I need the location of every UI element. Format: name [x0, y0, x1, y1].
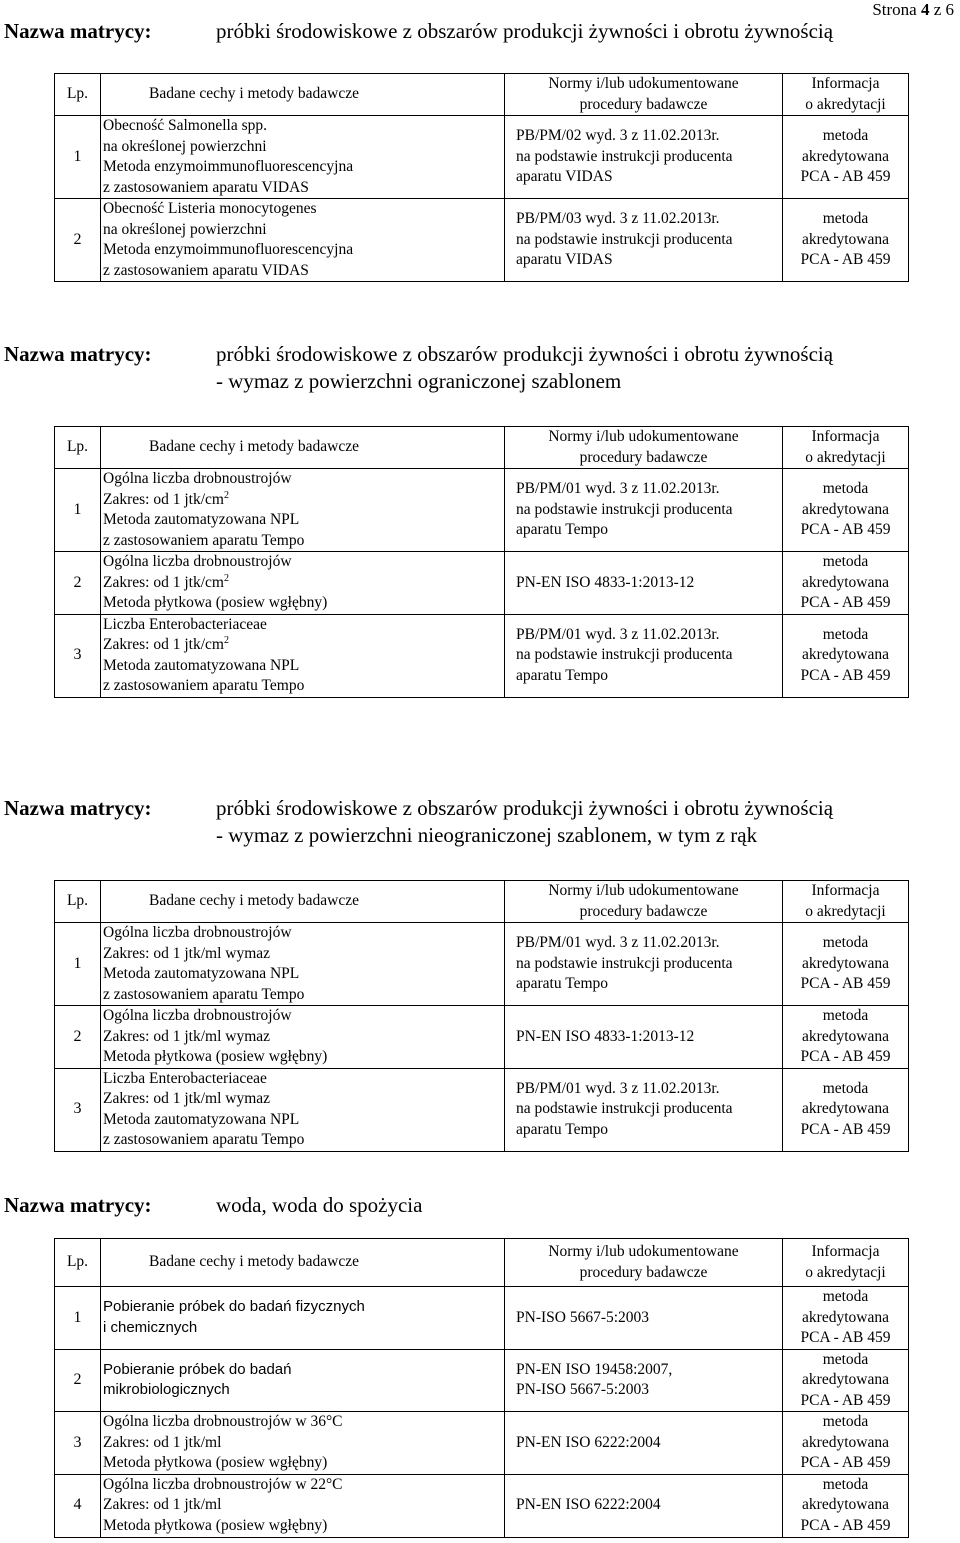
accreditation-line: metoda	[822, 1413, 869, 1430]
description-line: Zakres: od 1 jtk/ml wymaz	[103, 1090, 271, 1107]
accreditation-line: PCA - AB 459	[800, 594, 891, 611]
table-row	[55, 1474, 909, 1537]
table-row	[55, 1287, 909, 1350]
row-norm	[505, 469, 783, 552]
description-line: Obecność Salmonella spp.	[103, 117, 268, 134]
norm-line: aparatu Tempo	[516, 666, 609, 684]
row-norm	[505, 923, 783, 1006]
matrix-value	[216, 341, 946, 395]
accreditation-line: akredytowana	[802, 1308, 889, 1326]
accreditation-line: PCA - AB 459	[800, 1048, 891, 1065]
header-info-line: Informacja	[811, 1243, 880, 1260]
description-line: Metoda płytkowa (posiew wgłębny)	[103, 1454, 328, 1471]
accreditation-line: akredytowana	[802, 1496, 889, 1514]
table-row	[55, 1068, 909, 1151]
accreditation-line: PCA - AB 459	[800, 1516, 891, 1534]
row-number: 4	[55, 1474, 101, 1537]
accreditation-line: metoda	[822, 1079, 869, 1097]
header-norm-line: Normy i/lub udokumentowane	[548, 428, 739, 445]
accreditation-line: metoda	[822, 1350, 869, 1368]
accreditation-line: PCA - AB 459	[800, 168, 891, 186]
row-description	[101, 1068, 505, 1151]
row-accreditation	[783, 1068, 909, 1151]
description-line: Metoda zautomatyzowana NPL	[103, 1110, 300, 1128]
accreditation-line: metoda	[822, 1475, 869, 1493]
table-header-row	[55, 881, 909, 923]
description-line: z zastosowaniem aparatu Tempo	[103, 1131, 305, 1148]
row-number: 1	[55, 469, 101, 552]
header-norm-line: procedury badawcze	[579, 902, 708, 920]
row-number: 3	[55, 1068, 101, 1151]
norm-line: PB/PM/02 wyd. 3 z 11.02.2013r.	[516, 127, 720, 145]
accreditation-line: metoda	[822, 1007, 869, 1024]
page-current: 4	[920, 0, 930, 19]
row-description	[101, 552, 505, 615]
norm-line: PB/PM/01 wyd. 3 z 11.02.2013r.	[516, 480, 720, 498]
accreditation-line: metoda	[822, 934, 869, 952]
description-line: Metoda zautomatyzowana NPL	[103, 656, 300, 674]
norm-line: PB/PM/01 wyd. 3 z 11.02.2013r.	[516, 625, 720, 643]
table-header-row	[55, 1239, 909, 1287]
row-number: 1	[55, 1287, 101, 1350]
header-norm-line: Normy i/lub udokumentowane	[548, 75, 739, 92]
description-line: Metoda enzymoimmunofluorescencyjna	[103, 158, 354, 175]
description-line: Liczba Enterobacteriaceae	[103, 1069, 267, 1087]
row-description	[101, 199, 505, 282]
row-norm	[505, 1287, 783, 1350]
accreditation-line: PCA - AB 459	[800, 975, 891, 993]
page-total: 6	[945, 0, 954, 19]
norm-line: PN-EN ISO 4833-1:2013-12	[516, 573, 695, 591]
norm-line: na podstawie instrukcji producenta	[516, 646, 733, 664]
accreditation-line: PCA - AB 459	[800, 251, 891, 269]
row-number: 2	[55, 1006, 101, 1069]
accreditation-line: PCA - AB 459	[800, 521, 891, 539]
matrix-value-line: - wymaz z powierzchni nieograniczonej szablonem, w tym z rąk	[216, 823, 758, 847]
accreditation-table	[54, 1238, 909, 1538]
row-accreditation	[783, 1412, 909, 1475]
row-description	[101, 1287, 505, 1350]
row-number: 1	[55, 923, 101, 1006]
header-desc: Badane cechy i metody badawcze	[101, 427, 505, 469]
norm-line: aparatu Tempo	[516, 1120, 609, 1138]
row-number: 1	[55, 116, 101, 199]
matrix-value-line: próbki środowiskowe z obszarów produkcji żywności i obrotu żywnością	[216, 796, 834, 820]
row-norm	[505, 1412, 783, 1475]
norm-line: PB/PM/03 wyd. 3 z 11.02.2013r.	[516, 210, 720, 228]
row-norm	[505, 1474, 783, 1537]
norm-line: PN-EN ISO 4833-1:2013-12	[516, 1027, 695, 1045]
row-description	[101, 614, 505, 697]
table-row	[55, 552, 909, 615]
row-description	[101, 116, 505, 199]
description-line: mikrobiologicznych	[103, 1381, 230, 1399]
norm-line: na podstawie instrukcji producenta	[516, 500, 733, 518]
matrix-value	[216, 795, 946, 849]
description-line: Obecność Listeria monocytogenes	[103, 200, 317, 217]
description-line: Zakres: od 1 jtk/ml	[103, 1496, 222, 1514]
table-row	[55, 614, 909, 697]
norm-line: PN-EN ISO 6222:2004	[516, 1496, 661, 1514]
description-line: Metoda zautomatyzowana NPL	[103, 965, 300, 982]
description-line: Zakres: od 1 jtk/$cm^2$	[103, 489, 229, 508]
description-line: Ogólna liczba drobnoustrojów w 36°C	[103, 1413, 343, 1430]
matrix-value-line: - wymaz z powierzchni ograniczonej szablonem	[216, 369, 622, 393]
superscript: 2	[223, 572, 229, 584]
header-norm-line: procedury badawcze	[579, 95, 708, 113]
header-norm	[505, 427, 783, 469]
row-accreditation	[783, 923, 909, 1006]
matrix-value	[216, 1192, 946, 1219]
row-accreditation	[783, 1474, 909, 1537]
header-lp: Lp.	[55, 881, 101, 923]
row-norm	[505, 1349, 783, 1412]
header-info-line: o akredytacji	[805, 448, 886, 466]
row-accreditation	[783, 469, 909, 552]
header-norm	[505, 1239, 783, 1287]
row-number: 2	[55, 552, 101, 615]
row-description	[101, 1006, 505, 1069]
matrix-value	[216, 18, 946, 45]
table-header-row	[55, 74, 909, 116]
row-accreditation	[783, 199, 909, 282]
header-info-line: o akredytacji	[805, 1263, 886, 1281]
accreditation-line: akredytowana	[802, 1100, 889, 1118]
norm-line: na podstawie instrukcji producenta	[516, 147, 733, 165]
description-line: i chemicznych	[103, 1318, 198, 1336]
header-desc: Badane cechy i metody badawcze	[101, 1239, 505, 1287]
description-line: Ogólna liczba drobnoustrojów	[103, 470, 292, 487]
description-line: Zakres: od 1 jtk/$cm^2$	[103, 572, 229, 591]
accreditation-table	[54, 73, 909, 282]
header-norm-line: procedury badawcze	[579, 448, 708, 466]
norm-line: aparatu Tempo	[516, 521, 609, 539]
description-line: Ogólna liczba drobnoustrojów	[103, 1007, 292, 1024]
row-number: 3	[55, 1412, 101, 1475]
table-row	[55, 469, 909, 552]
superscript: 2	[223, 634, 229, 646]
accreditation-line: akredytowana	[802, 500, 889, 518]
header-info-line: Informacja	[811, 75, 880, 92]
description-line: Pobieranie próbek do badań fizycznych	[103, 1298, 365, 1316]
description-line: z zastosowaniem aparatu Tempo	[103, 985, 305, 1003]
table-row	[55, 1412, 909, 1475]
row-description	[101, 1412, 505, 1475]
accreditation-line: akredytowana	[802, 230, 889, 248]
accreditation-table	[54, 880, 909, 1152]
header-info	[783, 881, 909, 923]
page-number	[872, 0, 954, 20]
description-line: Metoda płytkowa (posiew wgłębny)	[103, 1048, 328, 1065]
row-description	[101, 1474, 505, 1537]
row-norm	[505, 116, 783, 199]
norm-line: PN-EN ISO 19458:2007,	[516, 1360, 673, 1378]
matrix-label: Nazwa matrycy:	[4, 1193, 152, 1217]
row-description	[101, 469, 505, 552]
matrix-label: Nazwa matrycy:	[4, 19, 152, 43]
matrix-value-line: próbki środowiskowe z obszarów produkcji żywności i obrotu żywnością	[216, 342, 834, 366]
description-line: na określonej powierzchni	[103, 137, 267, 155]
description-line: Zakres: od 1 jtk/ml	[103, 1433, 222, 1451]
row-accreditation	[783, 552, 909, 615]
description-line: Metoda płytkowa (posiew wgłębny)	[103, 1516, 328, 1534]
accreditation-line: metoda	[822, 625, 869, 643]
header-norm-line: procedury badawcze	[579, 1263, 708, 1281]
table-row	[55, 116, 909, 199]
header-info	[783, 1239, 909, 1287]
description-line: Metoda enzymoimmunofluorescencyjna	[103, 241, 354, 258]
norm-line: PN-EN ISO 6222:2004	[516, 1433, 661, 1451]
accreditation-line: akredytowana	[802, 147, 889, 165]
accreditation-line: metoda	[822, 210, 869, 228]
description-line: z zastosowaniem aparatu Tempo	[103, 677, 305, 694]
description-line: Zakres: od 1 jtk/ml wymaz	[103, 1027, 271, 1045]
description-line: Zakres: od 1 jtk/ml wymaz	[103, 944, 271, 962]
norm-line: na podstawie instrukcji producenta	[516, 230, 733, 248]
table-row	[55, 1349, 909, 1412]
header-norm	[505, 881, 783, 923]
superscript: 2	[223, 489, 229, 501]
matrix-value-line: próbki środowiskowe z obszarów produkcji żywności i obrotu żywnością	[216, 19, 834, 43]
header-norm	[505, 74, 783, 116]
row-accreditation	[783, 1349, 909, 1412]
header-lp: Lp.	[55, 427, 101, 469]
header-desc: Badane cechy i metody badawcze	[101, 74, 505, 116]
description-line: z zastosowaniem aparatu VIDAS	[103, 178, 309, 196]
description-line: Pobieranie próbek do badań	[103, 1360, 292, 1378]
description-line: Ogólna liczba drobnoustrojów	[103, 924, 292, 941]
header-norm-line: Normy i/lub udokumentowane	[548, 882, 739, 899]
matrix-value-line: woda, woda do spożycia	[216, 1193, 423, 1217]
row-norm	[505, 1068, 783, 1151]
accreditation-line: PCA - AB 459	[800, 1391, 891, 1409]
page-sep: z	[933, 0, 942, 19]
norm-line: aparatu VIDAS	[516, 251, 613, 269]
accreditation-line: metoda	[822, 553, 869, 570]
description-line: z zastosowaniem aparatu VIDAS	[103, 261, 309, 279]
row-norm	[505, 614, 783, 697]
description-line: Zakres: od 1 jtk/$cm^2$	[103, 634, 229, 653]
row-norm	[505, 552, 783, 615]
accreditation-table	[54, 426, 909, 698]
description-line: Liczba Enterobacteriaceae	[103, 615, 267, 633]
row-number: 2	[55, 1349, 101, 1412]
accreditation-line: akredytowana	[802, 954, 889, 972]
description-line: Metoda zautomatyzowana NPL	[103, 511, 300, 528]
header-info-line: Informacja	[811, 882, 880, 899]
header-info	[783, 427, 909, 469]
norm-line: aparatu Tempo	[516, 975, 609, 993]
accreditation-line: metoda	[822, 1288, 869, 1305]
accreditation-line: akredytowana	[802, 1371, 889, 1388]
norm-line: PN-ISO 5667-5:2003	[516, 1381, 650, 1399]
row-number: 3	[55, 614, 101, 697]
table-row	[55, 199, 909, 282]
row-accreditation	[783, 1006, 909, 1069]
header-desc: Badane cechy i metody badawcze	[101, 881, 505, 923]
row-description	[101, 923, 505, 1006]
norm-line: na podstawie instrukcji producenta	[516, 1100, 733, 1118]
header-norm-line: Normy i/lub udokumentowane	[548, 1243, 739, 1260]
accreditation-line: metoda	[822, 480, 869, 498]
description-line: na określonej powierzchni	[103, 220, 267, 238]
accreditation-line: akredytowana	[802, 1433, 889, 1451]
description-line: Ogólna liczba drobnoustrojów w 22°C	[103, 1475, 343, 1493]
table-row	[55, 1006, 909, 1069]
accreditation-line: metoda	[822, 127, 869, 145]
description-line: Ogólna liczba drobnoustrojów	[103, 553, 292, 570]
row-accreditation	[783, 614, 909, 697]
accreditation-line: PCA - AB 459	[800, 666, 891, 684]
norm-line: PN-ISO 5667-5:2003	[516, 1308, 650, 1326]
matrix-label: Nazwa matrycy:	[4, 342, 152, 366]
accreditation-line: akredytowana	[802, 573, 889, 591]
page-prefix: Strona	[872, 0, 917, 19]
norm-line: PB/PM/01 wyd. 3 z 11.02.2013r.	[516, 934, 720, 952]
accreditation-line: PCA - AB 459	[800, 1329, 891, 1346]
norm-line: PB/PM/01 wyd. 3 z 11.02.2013r.	[516, 1079, 720, 1097]
row-description	[101, 1349, 505, 1412]
header-info-line: o akredytacji	[805, 95, 886, 113]
description-line: z zastosowaniem aparatu Tempo	[103, 531, 305, 549]
table-row	[55, 923, 909, 1006]
norm-line: na podstawie instrukcji producenta	[516, 954, 733, 972]
matrix-label: Nazwa matrycy:	[4, 796, 152, 820]
accreditation-line: akredytowana	[802, 646, 889, 664]
row-norm	[505, 1006, 783, 1069]
header-lp: Lp.	[55, 74, 101, 116]
row-number: 2	[55, 199, 101, 282]
row-accreditation	[783, 116, 909, 199]
header-lp: Lp.	[55, 1239, 101, 1287]
header-info	[783, 74, 909, 116]
table-header-row	[55, 427, 909, 469]
row-norm	[505, 199, 783, 282]
header-info-line: Informacja	[811, 428, 880, 445]
accreditation-line: PCA - AB 459	[800, 1120, 891, 1138]
row-accreditation	[783, 1287, 909, 1350]
accreditation-line: PCA - AB 459	[800, 1454, 891, 1471]
accreditation-line: akredytowana	[802, 1027, 889, 1045]
header-info-line: o akredytacji	[805, 902, 886, 920]
norm-line: aparatu VIDAS	[516, 168, 613, 186]
description-line: Metoda płytkowa (posiew wgłębny)	[103, 594, 328, 611]
